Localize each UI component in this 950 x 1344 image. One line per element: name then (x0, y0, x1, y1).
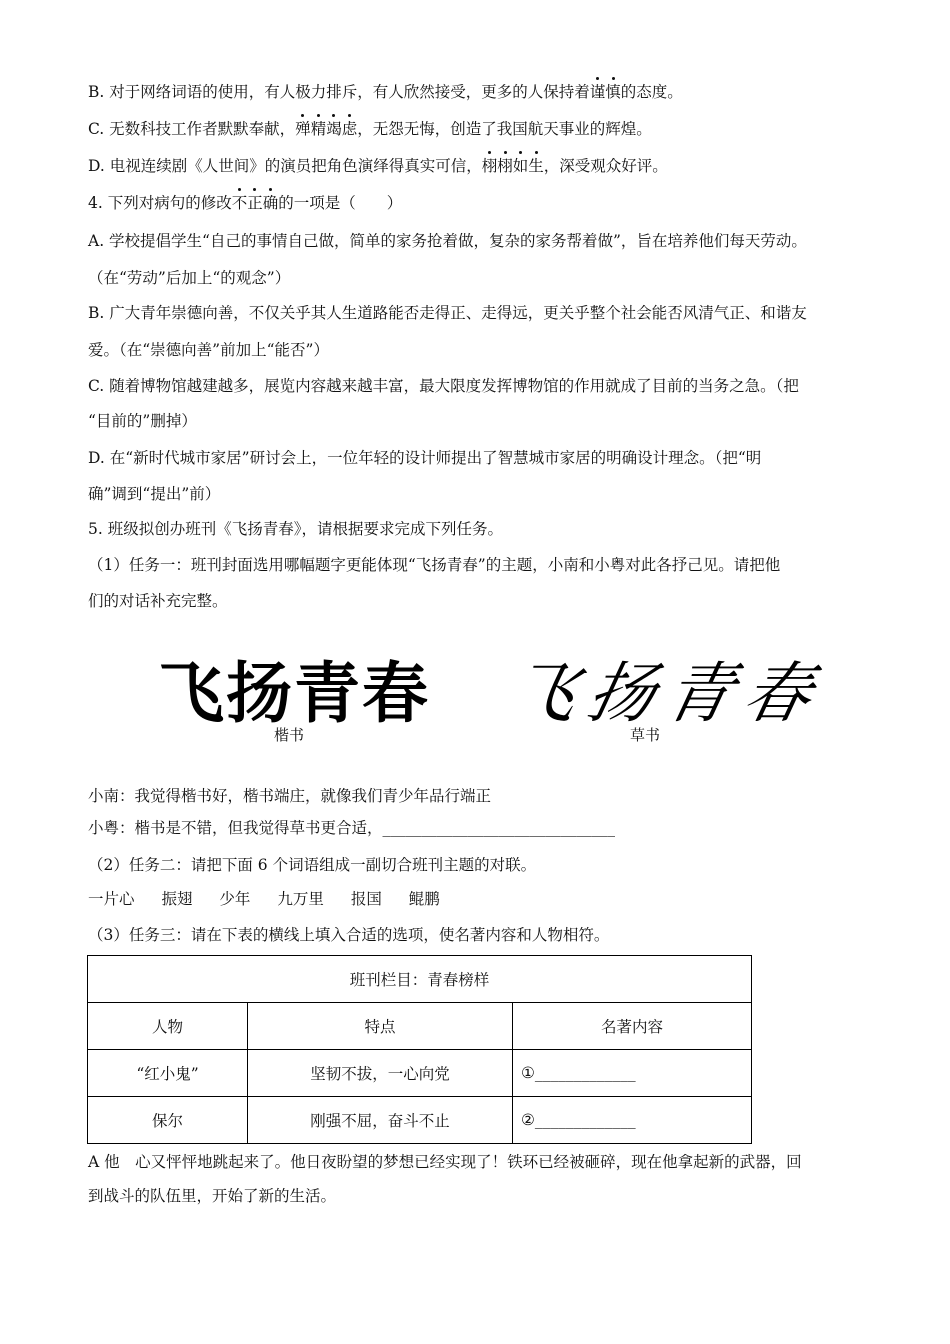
table-row (88, 1097, 752, 1144)
caoshu-label: 草书 (630, 727, 661, 744)
q3-option-d: D. 电视连续剧《人世间》的演员把角色演绎得真实可信，栩栩如生，深受观众好评。 (88, 157, 668, 175)
q4-option-b-line1: B. 广大青年崇德向善，不仅关乎其人生道路能否走得正、走得远，更关乎整个社会能否风清气正、和谐友 (88, 304, 807, 322)
option-a-line2: 到战斗的队伍里，开始了新的生活。 (88, 1187, 337, 1205)
q3-option-c: C. 无数科技工作者默默奉献，殚精竭虑，无怨无悔，创造了我国航天事业的辉煌。 (88, 120, 652, 138)
q5-task3: （3）任务三：请在下表的横线上填入合适的选项，使名著内容和人物相符。 (88, 926, 610, 944)
calligraphy-kaishu: 飞扬青春 (158, 655, 430, 732)
kaishu-label: 楷书 (274, 727, 305, 744)
table-header: 名著内容 (513, 1003, 752, 1050)
table-cell: “红小鬼” (88, 1050, 248, 1097)
word-item: 鲲鹏 (408, 890, 440, 908)
q5-stem: 5. 班级拟创办班刊《飞扬青春》，请根据要求完成下列任务。 (88, 520, 503, 538)
q4-option-d-line1: D. 在“新时代城市家居”研讨会上，一位年轻的设计师提出了智慧城市家居的明确设计理念。（把“明 (88, 449, 762, 467)
q4-option-a-line1: A. 学校提倡学生“自己的事情自己做，简单的家务抢着做，复杂的家务帮着做”，旨在培养他们每天劳动。 (88, 232, 807, 250)
table-row (88, 1050, 752, 1097)
table-title: 班刊栏目：青春榜样 (88, 956, 752, 1003)
word-item: 振翅 (161, 890, 193, 908)
couplet-word-list (88, 889, 462, 909)
q3-option-b: B. 对于网络词语的使用，有人极力排斥，有人欣然接受，更多的人保持着谨慎的态度。 (88, 83, 683, 101)
table-cell: 刚强不屈，奋斗不止 (248, 1097, 513, 1144)
dialogue-xiaonan: 小南：我觉得楷书好，楷书端庄，就像我们青少年品行端正 (88, 787, 492, 805)
dialogue-xiaoyue: 小粤：楷书是不错，但我觉得草书更合适，______________________________ (88, 819, 616, 837)
table-header: 人物 (88, 1003, 248, 1050)
q5-task1-line1: （1）任务一：班刊封面选用哪幅题字更能体现“飞扬青春”的主题，小南和小粤对此各抒己见。请把他 (88, 556, 781, 574)
q4-option-c-line1: C. 随着博物馆越建越多，展览内容越来越丰富，最大限度发挥博物馆的作用就成了目前的当务之急。（把 (88, 377, 799, 395)
table-header: 特点 (248, 1003, 513, 1050)
word-item: 九万里 (277, 890, 324, 908)
table-title-row (88, 956, 752, 1003)
q4-option-d-line2: 确”调到“提出”前） (88, 485, 221, 503)
word-item: 报国 (350, 890, 382, 908)
answer-blank: ①_____________ (513, 1050, 752, 1097)
word-item: 少年 (219, 890, 251, 908)
q5-task1-line2: 们的对话补充完整。 (88, 592, 228, 610)
table-header-row (88, 1003, 752, 1050)
q4-option-b-line2: 爱。（在“崇德向善”前加上“能否”） (88, 341, 329, 359)
option-a-line1: A 他 心又怦怦地跳起来了。他日夜盼望的梦想已经实现了！铁环已经被砸碎，现在他拿起新的武器，回 (88, 1153, 802, 1171)
q4-option-c-line2: “目前的”删掉） (88, 412, 197, 430)
q4-stem: 4. 下列对病句的修改不正确的一项是（ ） (88, 194, 403, 212)
q5-task2: （2）任务二：请把下面 6 个词语组成一副切合班刊主题的对联。 (88, 856, 537, 874)
role-model-table (87, 955, 752, 1144)
table-cell: 保尔 (88, 1097, 248, 1144)
word-item: 一片心 (88, 890, 135, 908)
q4-option-a-line2: （在“劳动”后加上“的观念”） (88, 269, 291, 287)
table-cell: 坚韧不拔，一心向党 (248, 1050, 513, 1097)
calligraphy-caoshu: 飞扬青春 (502, 655, 831, 732)
answer-blank: ②_____________ (513, 1097, 752, 1144)
